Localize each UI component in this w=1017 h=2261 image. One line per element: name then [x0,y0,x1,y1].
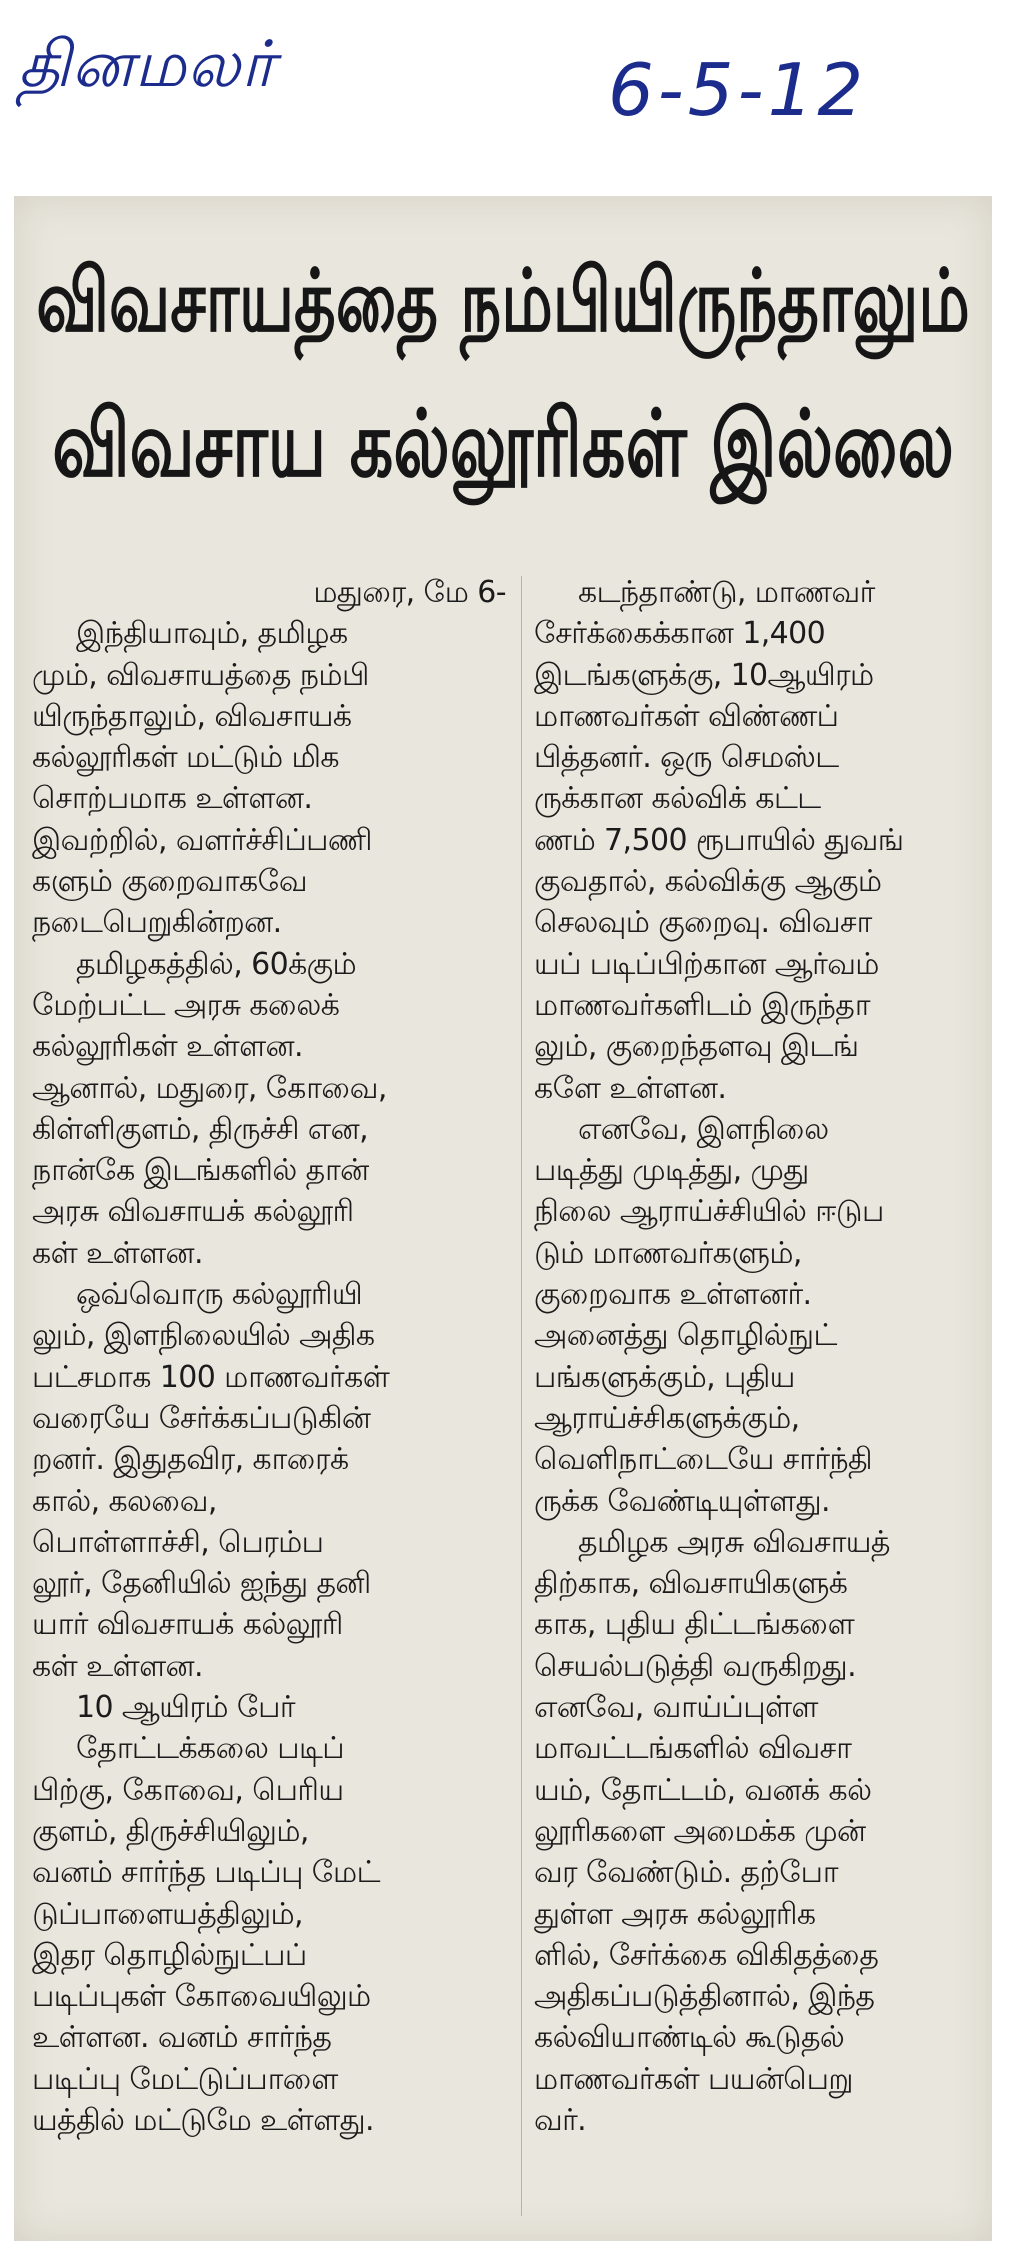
article-line: லும், இளநிலையில் அதிக [32,1318,375,1354]
article-line: கால், கலவை, [32,1483,217,1519]
article-line: மாணவர்கள் பயன்பெறு [534,2061,853,2097]
article-line: சேர்க்கைக்கான 1,400 [534,616,826,652]
article-line: துள்ள அரசு கல்லூரிக [534,1896,816,1932]
article-line: ருக்கான கல்விக் கட்ட [534,781,821,817]
article-line: வனம் சார்ந்த படிப்பு மேட் [32,1855,380,1891]
article-line: குறைவாக உள்ளனர். [534,1277,812,1313]
article-line: லும், குறைந்தளவு இடங் [534,1029,859,1065]
article-line: செலவும் குறைவு. விவசா [534,905,872,941]
article-line: தோட்டக்கலை படிப் [76,1731,344,1767]
article-line: யிருந்தாலும், விவசாயக் [32,698,352,734]
article-line: மாணவர்களிடம் இருந்தா [534,987,870,1023]
article-line: குளம், திருச்சியிலும், [32,1813,309,1849]
article-line: ஒவ்வொரு கல்லூரியி [76,1277,363,1313]
article-line: லூர், தேனியில் ஐந்து தனி [32,1566,371,1602]
article-line: சொற்பமாக உள்ளன. [32,781,313,817]
article-line: தமிழகத்தில், 60க்கும் [76,946,357,982]
article-line: யத்தில் மட்டுமே உள்ளது. [32,2102,374,2138]
article-line: படிப்புகள் கோவையிலும் [32,1979,371,2015]
article-line: றனர். இதுதவிர, காரைக் [32,1442,349,1478]
article-line: பிற்கு, கோவை, பெரிய [32,1772,344,1808]
clipping-date-handwritten: 6-5-12 [608,48,868,132]
article-line: எனவே, வாய்ப்புள்ள [534,1690,818,1726]
column-divider [521,576,522,2216]
article-line: இந்தியாவும், தமிழக [76,616,348,652]
article-line: கடந்தாண்டு, மாணவர் [578,575,875,610]
article-line: களும் குறைவாகவே [32,864,308,900]
article-line: படித்து முடித்து, முது [534,1153,809,1189]
article-line: கிள்ளிகுளம், திருச்சி என, [32,1111,369,1147]
article-line: பங்களுக்கும், புதிய [534,1359,795,1395]
article-line: பொள்ளாச்சி, பெரம்ப [32,1524,324,1560]
article-line: மாணவர்கள் விண்ணப் [534,698,839,734]
article-line: கள் உள்ளன. [32,1235,203,1271]
article-line: இவற்றில், வளர்ச்சிப்பணி [32,822,372,858]
article-line: இதர தொழில்நுட்பப் [32,1937,307,1973]
headline-line-2: விவசாய கல்லூரிகள் இல்லை [52,392,954,499]
article-line: கள் உள்ளன. [32,1648,203,1684]
article-line: பட்சமாக 100 மாணவர்கள் [32,1359,390,1395]
article-line: வரையே சேர்க்கப்படுகின் [32,1400,371,1436]
article-line: கல்வியாண்டில் கூடுதல் [534,2020,845,2056]
article-line: ருக்க வேண்டியுள்ளது. [534,1483,830,1519]
newspaper-clipping [14,196,992,2241]
article-line: வர வேண்டும். தற்போ [534,1855,838,1891]
article-line: யம், தோட்டம், வனக் கல் [534,1772,872,1808]
article-line: ஆராய்ச்சிகளுக்கும், [534,1400,800,1436]
article-line: யார் விவசாயக் கல்லூரி [32,1607,343,1643]
article-line: களே உள்ளன. [534,1070,727,1106]
article-line: ணம் 7,500 ரூபாயில் துவங் [534,822,904,858]
article-line: 10 ஆயிரம் பேர் [76,1690,295,1726]
article-line: கல்லூரிகள் உள்ளன. [32,1029,303,1065]
article-line: அதிகப்படுத்தினால், இந்த [534,1979,875,2015]
article-column-left [32,572,518,2141]
article-line: செயல்படுத்தி வருகிறது. [534,1648,857,1684]
article-line: காக, புதிய திட்டங்களை [534,1607,855,1643]
article-line: டுப்பாளையத்திலும், [32,1896,303,1932]
article-line: படிப்பு மேட்டுப்பாளை [32,2061,338,2097]
article-line: இடங்களுக்கு, 10ஆயிரம் [534,657,874,693]
article-line: கல்லூரிகள் மட்டும் மிக [32,740,339,776]
article-line: டும் மாணவர்களும், [534,1235,802,1271]
article-line: நடைபெறுகின்றன. [32,905,282,941]
article-line: மும், விவசாயத்தை நம்பி [32,657,369,693]
article-line: எனவே, இளநிலை [578,1111,829,1147]
article-line: பித்தனர். ஒரு செமஸ்ட [534,740,839,776]
newspaper-name-handwritten: தினமலர் [18,28,276,102]
article-line: அனைத்து தொழில்நுட் [534,1318,837,1354]
article-line: யப் படிப்பிற்கான ஆர்வம் [534,946,879,982]
article-line: குவதால், கல்விக்கு ஆகும் [534,864,882,900]
article-line: மாவட்டங்களில் விவசா [534,1731,852,1767]
article-line: திற்காக, விவசாயிகளுக் [534,1566,848,1602]
article-line: வர். [534,2102,587,2138]
article-line: மேற்பட்ட அரசு கலைக் [32,987,340,1023]
article-line: ஆனால், மதுரை, கோவை, [32,1070,387,1106]
article-line: ளில், சேர்க்கை விகிதத்தை [534,1937,879,1973]
article-line: நான்கே இடங்களில் தான் [32,1153,369,1189]
article-line: மதுரை, மே 6- [313,575,506,610]
article-column-right [534,572,994,2141]
article-line: உள்ளன. வனம் சார்ந்த [32,2020,332,2056]
article-line: நிலை ஆராய்ச்சியில் ஈடுப [534,1194,884,1230]
article-line: வெளிநாட்டையே சார்ந்தி [534,1442,873,1478]
article-line: தமிழக அரசு விவசாயத் [578,1524,890,1560]
article-line: லூரிகளை அமைக்க முன் [534,1813,866,1849]
article-line: அரசு விவசாயக் கல்லூரி [32,1194,354,1230]
headline-line-1: விவசாயத்தை நம்பியிருந்தாலும் [36,252,970,352]
